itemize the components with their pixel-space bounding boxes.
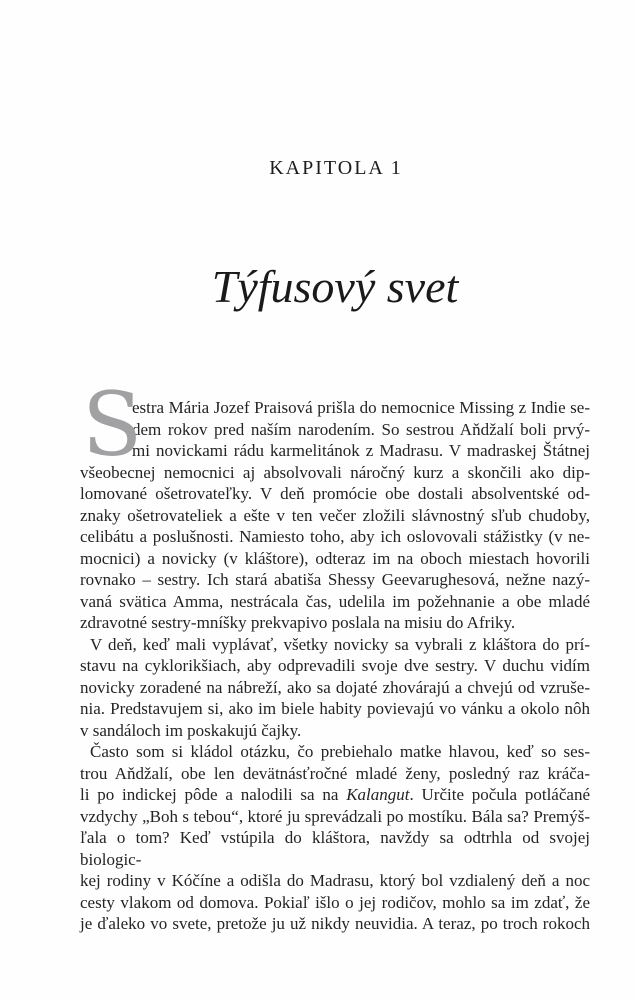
paragraph	[80, 741, 590, 935]
text-segment: . Určite počula potláčané	[409, 785, 590, 804]
text-line: V deň, keď mali vyplávať, všetky novicky sa vybrali z kláštora do prí-	[90, 634, 590, 654]
text-line: trou Aňdžalí, obe len devätnásťročné mladé ženy, posledný raz kráča-	[80, 763, 590, 783]
text-line: vaná svätica Amma, nestrácala čas, udelila im požehnanie a obe mladé	[80, 591, 590, 611]
text-line: kej rodiny v Kóčíne a odišla do Madrasu, ktorý bol vzdialený deň a noc	[80, 871, 590, 890]
text-line: zdravotné sestry-mníšky prekvapivo poslala na misiu do Afriky.	[80, 613, 516, 632]
drop-cap: S	[82, 373, 143, 476]
text-line: mocnici) a novicky (v kláštore), odteraz im na oboch miestach hovorili	[80, 548, 590, 568]
chapter-title: Týfusový svet	[211, 261, 459, 312]
text-line: rovnako – sestry. Ich stará abatiša Shessy Geevarughesová, nežne nazý-	[80, 570, 590, 589]
text-line: estra Mária Jozef Praisová prišla do nemocnice Missing z Indie se-	[132, 398, 590, 417]
text-line	[80, 784, 590, 806]
chapter-label: KAPITOLA 1	[269, 157, 403, 179]
text-segment: li po indickej pôde a nalodili sa na	[80, 785, 347, 804]
text-line: ľala o tom? Keď vstúpila do kláštora, navždy sa odtrhla od svojej biologic-	[80, 828, 590, 869]
text-line: znaky ošetrovateliek a ešte v ten večer zložili slávnostný sľub chudoby,	[80, 505, 590, 525]
text-line: nia. Predstavujem si, ako im biele habity povievajú vo vánku a okolo nôh	[80, 699, 590, 718]
text-line: mi novickami rádu karmelitánok z Madrasu. V madraskej Štátnej	[132, 441, 590, 460]
text-line: Často som si kládol otázku, čo prebiehalo matke hlavou, keď so ses-	[90, 742, 590, 761]
ship-name-italic: Kalangut	[346, 785, 410, 804]
text-line: cesty vlakom od domova. Pokiaľ išlo o jej rodičov, mohlo sa im zdať, že	[80, 892, 590, 912]
text-line: je ďaleko vo svete, pretože ju už nikdy neuvidia. A teraz, po troch rokoch	[80, 914, 590, 933]
paragraph	[80, 373, 590, 634]
paragraph	[80, 634, 590, 742]
text-line: všeobecnej nemocnici aj absolvovali náročný kurz a skončili ako dip-	[80, 462, 590, 482]
text-line: v sandáloch im poskakujú čajky.	[80, 720, 302, 740]
body-text	[80, 373, 590, 935]
text-line: lomované ošetrovateľky. V deň promócie obe dostali absolventské od-	[80, 484, 590, 503]
text-line: celibátu a poslušnosti. Namiesto toho, aby ich oslovovali stážistky (v ne-	[80, 527, 590, 546]
text-line: novicky zoradené na nábreží, ako sa dojaté zhovárajú a chvejú od vzruše-	[80, 677, 590, 697]
text-line: dem rokov pred naším narodením. So sestrou Aňdžalí boli prvý-	[132, 419, 590, 439]
text-line: vzdychy „Boh s tebou“, ktoré ju sprevádzali po mostíku. Bála sa? Premýš-	[80, 806, 590, 826]
text-line: stavu na cyklorikšiach, aby odprevadili svoje dve sestry. V duchu vidím	[80, 656, 590, 675]
